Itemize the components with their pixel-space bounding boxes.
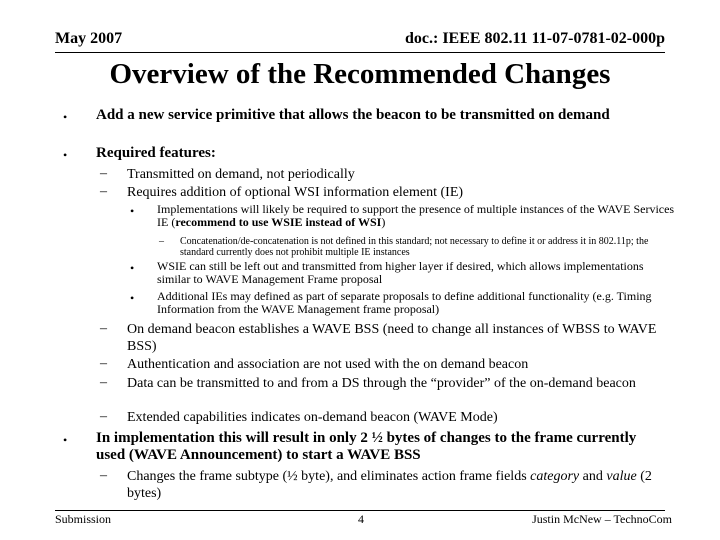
sub-bullet-2-text: WSIE can still be left out and transmitted from higher layer if desired, which allows implementations similar to WAVE Management Frame proposal: [157, 259, 644, 286]
bullet-3-text: In implementation this will result in only 2 ½ bytes of changes to the frame currently used (WAVE Announcement) to start a WAVE BSS: [96, 430, 637, 463]
footer-submission: Submission: [55, 512, 112, 526]
header-divider: [55, 52, 665, 53]
sub-bullet-1-text: [157, 203, 677, 229]
bullet-2-text: Required features:: [96, 145, 216, 161]
bullet-3: •: [63, 433, 68, 447]
dash-2-4: –: [100, 356, 107, 371]
footer-author: Justin McNew – TechnoCom: [532, 512, 672, 526]
field-value: value: [606, 469, 637, 484]
sub-bullet-3: •: [130, 291, 135, 305]
frame-change-detail: [127, 468, 667, 502]
slide-title: Overview of the Recommended Changes: [109, 58, 611, 90]
footer-divider: [55, 510, 665, 511]
dash-2-2: –: [100, 184, 107, 199]
wsie-recommendation: recommend to use WSIE instead of WSI: [175, 215, 382, 229]
sub-bullet-1-pre: Implementations will likely be required to support the presence of multiple instances of the WAVE Services IE (: [157, 202, 675, 229]
header-date: May 2007: [55, 30, 123, 47]
dash-2-3: –: [100, 321, 107, 336]
feature-ext-cap: Extended capabilities indicates on-demand beacon (WAVE Mode): [127, 410, 498, 425]
dash-2-6: –: [100, 409, 107, 424]
field-category: category: [530, 469, 580, 484]
sub-bullet-1: •: [130, 204, 135, 218]
feature-ds: Data can be transmitted to and from a DS through the “provider” of the on-demand beacon: [127, 376, 636, 391]
sub-bullet-1-post: ): [381, 215, 386, 229]
dash-2-1: –: [100, 166, 107, 181]
feature-wsi-ie: Requires addition of optional WSI information element (IE): [127, 185, 464, 200]
sub-bullet-3-text: Additional IEs may defined as part of separate proposals to define additional functionality (e.g. Timing Information from the WAVE Management frame proposal): [157, 289, 652, 316]
frame-change-post: (2 bytes): [127, 469, 652, 501]
frame-change-mid: and: [579, 469, 607, 484]
page-number: 4: [358, 512, 364, 526]
frame-change-pre: Changes the frame subtype (½ byte), and eliminates action frame fields: [127, 469, 531, 484]
concatenation-note: Concatenation/de-concatenation is not defined in this standard; not necessary to define it or address it in 802.11p; the standard currently does not prohibit multiple IE instances: [180, 236, 649, 258]
feature-auth: Authentication and association are not used with the on demand beacon: [127, 357, 529, 372]
bullet-2: •: [63, 148, 68, 162]
header-doc-id: doc.: IEEE 802.11 11-07-0781-02-000p: [404, 30, 665, 47]
dash-4-1: –: [159, 236, 164, 247]
sub-bullet-2: •: [130, 261, 135, 275]
dash-2-7: –: [100, 468, 107, 483]
feature-on-demand: Transmitted on demand, not periodically: [127, 167, 355, 182]
bullet-1: •: [63, 110, 68, 124]
bullet-1-text: Add a new service primitive that allows the beacon to be transmitted on demand: [96, 107, 610, 123]
dash-2-5: –: [100, 375, 107, 390]
feature-wave-bss: On demand beacon establishes a WAVE BSS (need to change all instances of WBSS to WAVE BSS): [127, 322, 657, 354]
